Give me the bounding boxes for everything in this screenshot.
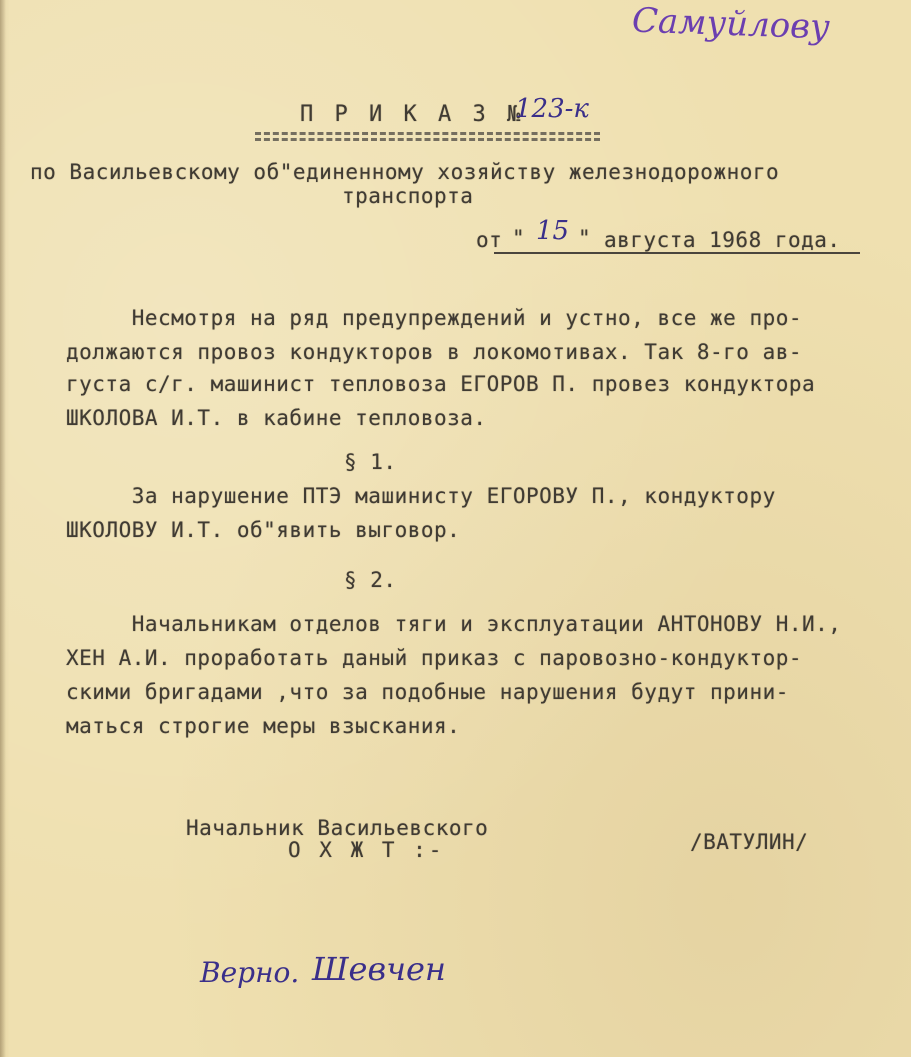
section-2-line-1: Начальникам отделов тяги и эксплуатации АНТОНОВУ Н.И.,: [66, 612, 842, 636]
date-close-quote: ": [578, 226, 592, 250]
header-line-1: по Васильевскому об"единенному хозяйству железнодорожного: [30, 160, 780, 184]
intro-line-2: должаются провоз кондукторов в локомотивах. Так 8-го ав-: [66, 340, 803, 364]
date-rest: августа 1968 года.: [604, 228, 841, 252]
section-1-line-2: ШКОЛОВУ И.Т. об"явить выговор.: [66, 518, 461, 542]
section-2-line-4: маться строгие меры взыскания.: [66, 714, 461, 738]
certified-word: Верно.: [200, 956, 300, 989]
title-underline-1: [255, 132, 600, 135]
date-open-quote: ": [512, 226, 526, 250]
section-2-heading: § 2.: [344, 568, 397, 592]
paper-edge-shadow: [0, 0, 6, 1057]
date-from: от: [476, 228, 503, 252]
date-underline: [494, 252, 860, 254]
title-underline-2: [255, 138, 600, 141]
intro-line-1: Несмотря на ряд предупреждений и устно, все же про-: [66, 306, 803, 330]
section-1-heading: § 1.: [344, 450, 397, 474]
signer-position-line-2: О Х Ж Т :-: [288, 838, 445, 862]
certifier-signature: Шевчен: [312, 950, 446, 988]
intro-line-3: густа с/г. машинист тепловоза ЕГОРОВ П. провез кондуктора: [66, 372, 816, 396]
section-2-line-2: ХЕН А.И. проработать даный приказ с паровозно-кондуктор-: [66, 646, 803, 670]
signer-name: /ВАТУЛИН/: [690, 830, 809, 854]
section-1-line-1: За нарушение ПТЭ машинисту ЕГОРОВУ П., кондуктору: [66, 484, 776, 508]
order-title: П Р И К А З №: [300, 102, 525, 127]
handwritten-addressee: Самуйлову: [631, 0, 831, 48]
section-2-line-3: скими бригадами ,что за подобные нарушения будут прини-: [66, 680, 789, 704]
intro-line-4: ШКОЛОВА И.Т. в кабине тепловоза.: [66, 406, 487, 430]
order-number: 123-к: [515, 94, 589, 124]
header-line-2: транспорта: [342, 184, 474, 208]
date-day: 15: [536, 216, 570, 246]
signer-position-line-1: Начальник Васильевского: [186, 816, 489, 840]
